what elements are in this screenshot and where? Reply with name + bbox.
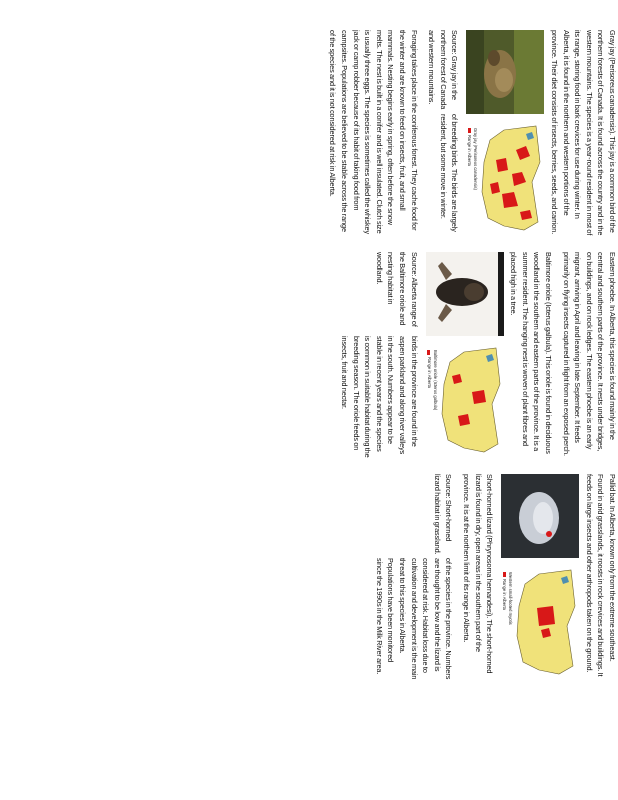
legend-swatch — [427, 350, 430, 355]
paragraph: Pallid bat. In Alberta, known only from the extreme southeast. Found in arid grasslands, it roosts in rock crevices and buildings. It feeds on large insects and other arthropods taken on the ground. — [584, 474, 617, 677]
text-column-3 — [150, 474, 618, 680]
legend-label: Range in Alberta — [426, 357, 432, 388]
figure-caption: Baltimore oriole (Icterus galbula) — [432, 350, 438, 411]
species-photo — [501, 474, 579, 558]
paragraph: Baltimore oriole (Icterus galbula). This oriole is found in deciduous woodland in the southern and eastern parts of the province. It is a summer resident. The hanging nest is woven of plant fibres and placed high in a tree. — [509, 252, 554, 454]
species-figure — [426, 252, 504, 458]
paragraph: Foraging takes place in the coniferous forest. They cache food for the winter and are known to feed on insects, fruit, and small mammals. Nesting begins early in spring, often before the snow melts. The nest is built in a conifer and is well insulated. Clutch size is usually three eggs. The species is sometimes called the whiskey jack or camp robber because of its habit of taking food from campsites. Populations are believed to be stable across the range of the species and it is not considered at risk in Alberta. — [328, 30, 419, 235]
legend-label: Range in Alberta — [502, 579, 508, 610]
narrow-text-block — [373, 474, 454, 680]
narrow-paragraph-left: Source: Alberta range of the Baltimore oriole and nesting habitat in woodland. — [374, 252, 419, 327]
figure-caption: Western small-footed myotis — [508, 572, 514, 625]
narrow-paragraph-right: of breeding birds. The birds are largely resident, but some move in winter. — [438, 114, 460, 232]
range-map — [426, 344, 504, 456]
range-map — [501, 566, 579, 678]
species-figure — [501, 474, 579, 680]
range-map — [466, 122, 544, 234]
paragraph: Eastern phoebe. In Alberta, this species is found mainly in the central and southern parts of the province. It nests under bridges, on buildings, and on rock ledges. The eastern phoebe is an early migrant, arriving in April and leaving in late September. It feeds primarily on flying insects captured in flight from an exposed perch. — [561, 252, 617, 456]
figure-caption: Gray jay (Perisoreus canadensis) — [473, 128, 479, 190]
narrow-paragraph-right: of the species in the province. Numbers are thought to be low and the lizard is considered at risk. Habitat loss due to cultivation and development is the main threat to this species in Alberta. Populations have been monitored since the 1990s in the Milk River area. — [374, 558, 454, 680]
species-photo — [466, 30, 544, 114]
narrow-paragraph-left: Source: Gray jay in the northern forest of Canada and western mountains. — [427, 30, 460, 110]
text-column-1 — [150, 30, 618, 236]
narrow-text-block — [426, 30, 461, 236]
map-legend — [427, 350, 432, 388]
map-legend — [502, 572, 507, 610]
map-legend — [467, 128, 472, 166]
paragraph: Short-horned lizard (Phrynosoma hernandesi). The short-horned lizard is found in dry, open areas in the southern part of the province. It is at the northern limit of its range in Alberta. — [462, 474, 495, 674]
legend-swatch — [503, 572, 506, 577]
rotated-page — [150, 30, 618, 690]
paragraph: Gray jay (Perisoreus canadensis). This jay is a common bird of the northern forests of Canada. It is found across the country and in the western mountains. The species is a year-round resident in most of its range, storing food in bark crevices for use during winter. In Alberta, it is found in the northern and western portions of the province. Their diet consists of insects, berries, seeds, and carrion. — [550, 30, 617, 236]
narrow-paragraph-right: birds in the province are found in the aspen parkland and along river valleys in the south. Numbers appear to be stable in recent years and the species is common in suitable habitat during the breeding season. The oriole feeds on insects, fruit and nectar. — [340, 336, 419, 458]
narrow-paragraph-left: Source: Short-horned lizard habitat in grassland. — [432, 474, 454, 555]
species-figure — [466, 30, 544, 236]
narrow-text-block — [339, 252, 420, 458]
legend-swatch — [468, 128, 471, 133]
text-column-2 — [150, 252, 618, 458]
legend-label: Range in Alberta — [467, 135, 473, 166]
species-photo — [426, 252, 504, 336]
